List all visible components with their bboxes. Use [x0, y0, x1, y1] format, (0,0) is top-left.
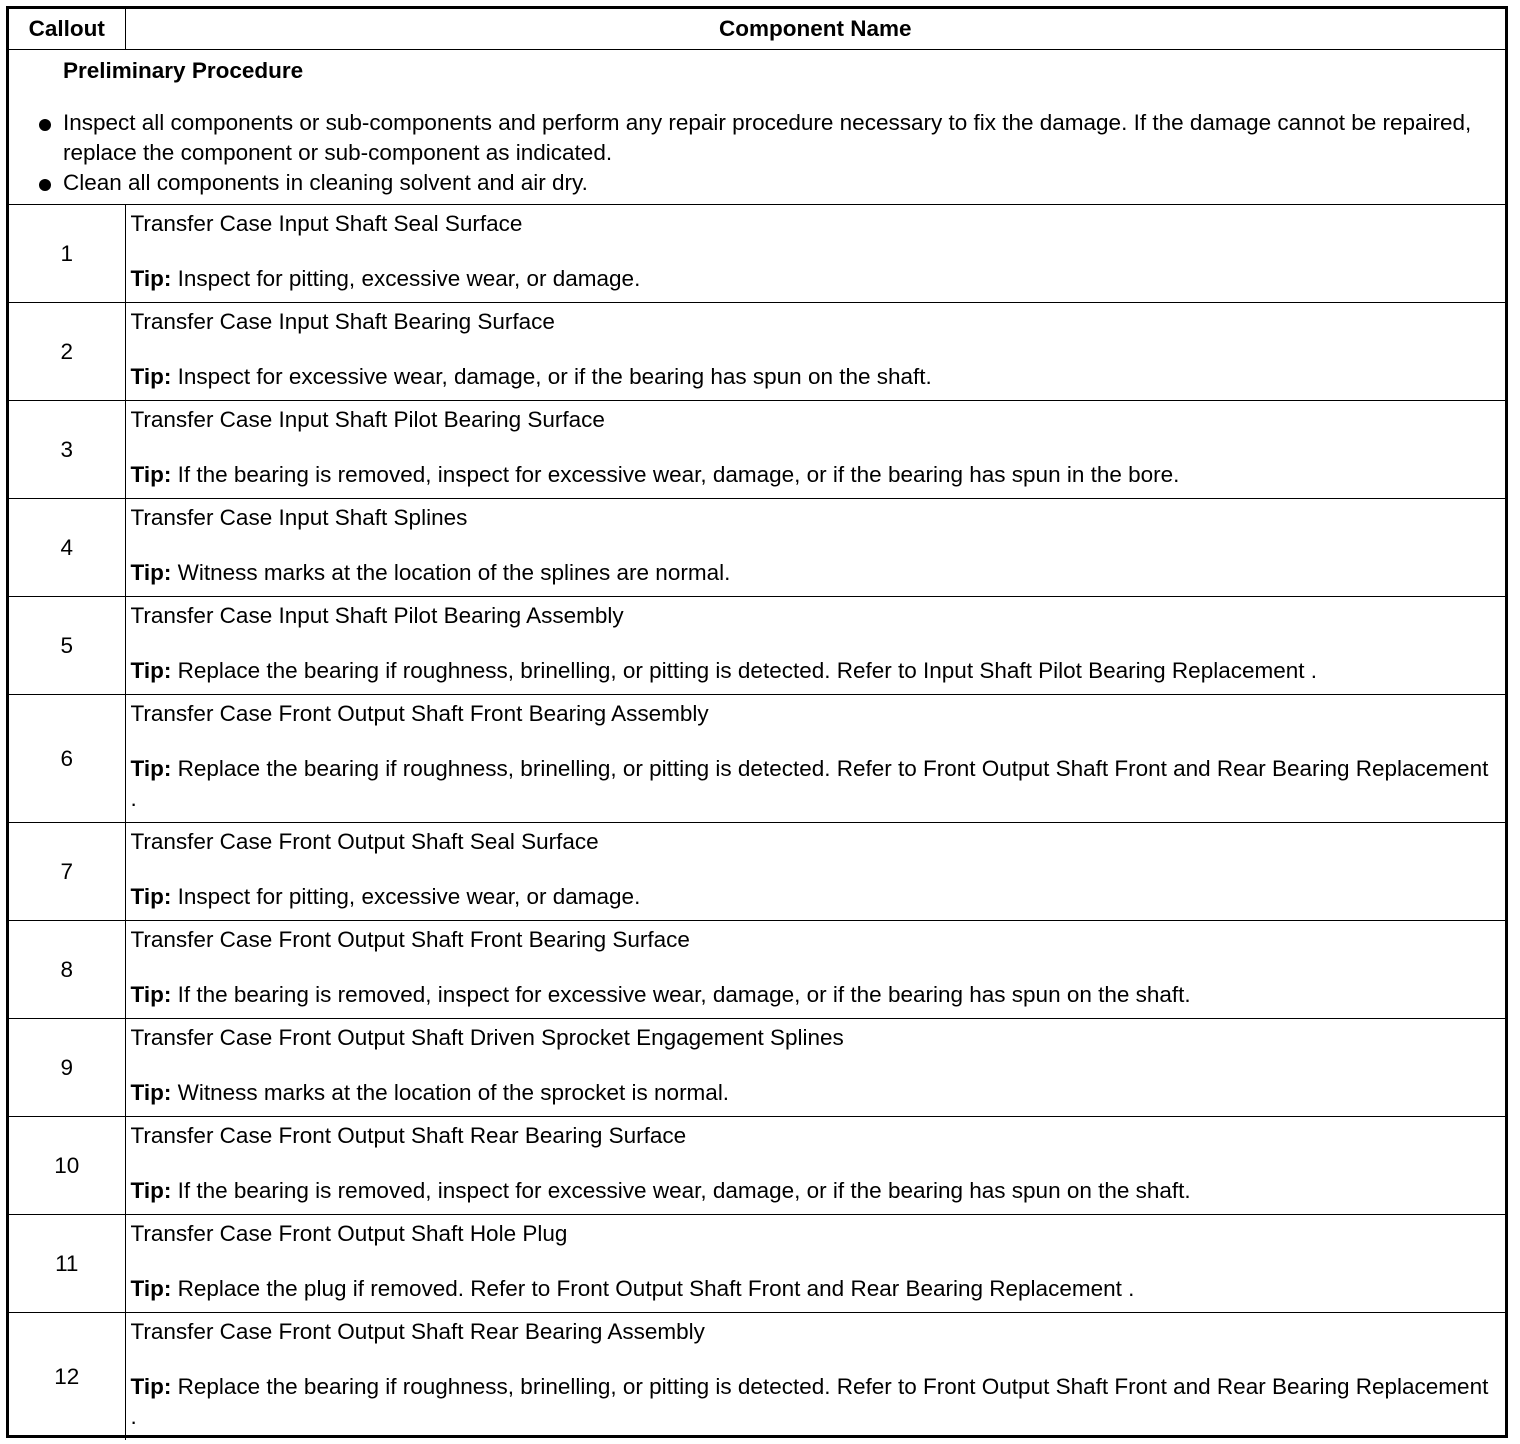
callout-number: 11	[9, 1215, 125, 1313]
component-name: Transfer Case Input Shaft Seal Surface	[130, 211, 523, 236]
tip-label: Tip:	[130, 364, 172, 389]
component-cell	[125, 205, 1505, 303]
component-tip	[131, 558, 1498, 588]
component-tip	[131, 882, 1498, 912]
preliminary-procedure	[9, 50, 1505, 205]
preliminary-bullet	[23, 168, 1497, 198]
table-row	[9, 205, 1505, 303]
table-row	[9, 597, 1505, 695]
component-name: Transfer Case Front Output Shaft Seal Surface	[130, 829, 599, 854]
component-name: Transfer Case Front Output Shaft Rear Bearing Surface	[130, 1123, 687, 1148]
component-cell	[125, 401, 1505, 499]
component-name: Transfer Case Input Shaft Pilot Bearing Surface	[130, 407, 605, 432]
tip-text: Witness marks at the location of the sprocket is normal.	[177, 1080, 730, 1105]
component-cell	[125, 695, 1505, 823]
component-cell	[125, 597, 1505, 695]
table-row	[9, 499, 1505, 597]
bullet-text: Clean all components in cleaning solvent and air dry.	[63, 170, 588, 195]
component-tip	[131, 1372, 1498, 1432]
tip-label: Tip:	[130, 1080, 172, 1105]
component-name: Transfer Case Front Output Shaft Front Bearing Assembly	[130, 701, 709, 726]
tip-label: Tip:	[130, 658, 172, 683]
component-cell	[125, 499, 1505, 597]
callout-number: 4	[9, 499, 125, 597]
tip-label: Tip:	[130, 982, 172, 1007]
component-name: Transfer Case Front Output Shaft Hole Plug	[130, 1221, 568, 1246]
callout-number: 1	[9, 205, 125, 303]
tip-label: Tip:	[130, 1276, 172, 1301]
callout-number: 5	[9, 597, 125, 695]
component-name: Transfer Case Front Output Shaft Driven Sprocket Engagement Splines	[130, 1025, 844, 1050]
component-tip	[131, 656, 1498, 686]
component-inspection-table	[6, 6, 1508, 1438]
tip-text: Witness marks at the location of the splines are normal.	[177, 560, 731, 585]
tip-text: Replace the bearing if roughness, brinelling, or pitting is detected. Refer to Front Output Shaft Front and Rear Bearing Replacement .	[130, 756, 1489, 811]
component-name: Transfer Case Input Shaft Splines	[130, 505, 468, 530]
tip-text: If the bearing is removed, inspect for excessive wear, damage, or if the bearing has spun in the bore.	[177, 462, 1180, 487]
component-cell	[125, 303, 1505, 401]
table-row	[9, 1019, 1505, 1117]
header-row	[9, 9, 1505, 50]
component-cell	[125, 1215, 1505, 1313]
component-name: Transfer Case Input Shaft Bearing Surface	[130, 309, 555, 334]
callout-number: 7	[9, 823, 125, 921]
tip-label: Tip:	[130, 560, 172, 585]
tip-label: Tip:	[130, 1374, 172, 1399]
component-name: Transfer Case Front Output Shaft Front Bearing Surface	[130, 927, 690, 952]
callout-number: 2	[9, 303, 125, 401]
table-row	[9, 1215, 1505, 1313]
preliminary-row	[9, 50, 1505, 205]
component-tip	[131, 460, 1498, 490]
component-tip	[131, 362, 1498, 392]
tip-text: Inspect for excessive wear, damage, or if the bearing has spun on the shaft.	[177, 364, 932, 389]
tip-label: Tip:	[130, 1178, 172, 1203]
tip-text: Inspect for pitting, excessive wear, or damage.	[177, 884, 641, 909]
component-cell	[125, 1117, 1505, 1215]
component-cell	[125, 1313, 1505, 1441]
table	[9, 9, 1505, 1440]
tip-text: Replace the plug if removed. Refer to Front Output Shaft Front and Rear Bearing Replacement .	[177, 1276, 1135, 1301]
tip-text: Inspect for pitting, excessive wear, or damage.	[177, 266, 641, 291]
callout-number: 10	[9, 1117, 125, 1215]
bullet-icon	[39, 119, 51, 131]
tip-label: Tip:	[130, 266, 172, 291]
preliminary-bullet	[23, 108, 1497, 168]
table-row	[9, 823, 1505, 921]
tip-text: If the bearing is removed, inspect for excessive wear, damage, or if the bearing has spun on the shaft.	[177, 982, 1191, 1007]
header-callout: Callout	[9, 9, 125, 50]
table-row	[9, 1313, 1505, 1441]
component-tip	[131, 980, 1498, 1010]
header-component-name: Component Name	[125, 9, 1505, 50]
table-row	[9, 303, 1505, 401]
component-tip	[131, 264, 1498, 294]
callout-number: 3	[9, 401, 125, 499]
component-tip	[131, 1274, 1498, 1304]
tip-label: Tip:	[130, 756, 172, 781]
component-cell	[125, 1019, 1505, 1117]
preliminary-title: Preliminary Procedure	[63, 58, 304, 83]
component-cell	[125, 921, 1505, 1019]
table-row	[9, 1117, 1505, 1215]
component-tip	[131, 1078, 1498, 1108]
callout-number: 9	[9, 1019, 125, 1117]
callout-number: 12	[9, 1313, 125, 1441]
tip-text: If the bearing is removed, inspect for excessive wear, damage, or if the bearing has spun on the shaft.	[177, 1178, 1191, 1203]
component-cell	[125, 823, 1505, 921]
callout-number: 8	[9, 921, 125, 1019]
callout-number: 6	[9, 695, 125, 823]
component-name: Transfer Case Front Output Shaft Rear Bearing Assembly	[130, 1319, 705, 1344]
tip-text: Replace the bearing if roughness, brinelling, or pitting is detected. Refer to Front Output Shaft Front and Rear Bearing Replacement .	[130, 1374, 1489, 1429]
component-tip	[131, 1176, 1498, 1206]
bullet-icon	[39, 179, 51, 191]
table-row	[9, 695, 1505, 823]
table-row	[9, 921, 1505, 1019]
component-name: Transfer Case Input Shaft Pilot Bearing Assembly	[130, 603, 624, 628]
table-row	[9, 401, 1505, 499]
tip-text: Replace the bearing if roughness, brinelling, or pitting is detected. Refer to Input Shaft Pilot Bearing Replacement .	[177, 658, 1318, 683]
tip-label: Tip:	[130, 462, 172, 487]
component-tip	[131, 754, 1498, 814]
bullet-text: Inspect all components or sub-components and perform any repair procedure necessary to fix the damage. If the damage cannot be repaired, replace the component or sub-component as indicated.	[63, 110, 1472, 165]
tip-label: Tip:	[130, 884, 172, 909]
